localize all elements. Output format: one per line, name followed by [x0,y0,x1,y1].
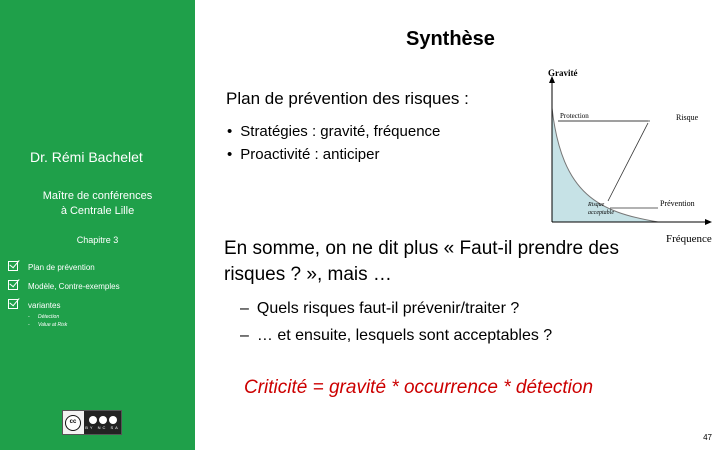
license-terms: BY NC SA [85,424,120,430]
nav-item-label: Plan de prévention [28,263,95,272]
slide-title: Synthèse [406,28,495,50]
license-icons [89,416,117,424]
bullet-item: • Stratégies : gravité, fréquence [227,120,440,143]
section-heading: Plan de prévention des risques : [226,89,469,108]
nav-item-label: Modèle, Contre-exemples [28,282,120,291]
chapter-label: Chapitre 3 [76,235,119,245]
role-line-2: à Centrale Lille [60,205,135,217]
license-band [84,411,121,434]
sub-item-var[interactable]: - Value at Risk [38,321,67,329]
left-panel [0,0,195,450]
x-axis-label: Fréquence [666,233,712,245]
acceptable-area [552,108,658,222]
checkbox-icon [8,299,18,309]
noncommercial-icon [99,416,107,424]
y-axis-label: Gravité [548,68,578,78]
risk-diagram [540,66,720,246]
nav-item-modele[interactable] [8,277,120,296]
checkbox-icon [8,280,18,290]
acceptable-label-1: Risque [588,202,605,208]
author-name: Dr. Rémi Bachelet [30,149,143,165]
author-role [0,189,195,219]
bullet-item: • Proactivité : anticiper [227,143,440,166]
acceptable-label-2: acceptable [588,210,614,216]
conclusion-text: En somme, on ne dit plus « Faut-il prendre des risques ? », mais … [224,238,619,285]
role-line-1: Maître de conférences [42,190,153,202]
license-badge[interactable] [62,410,122,435]
attribution-icon [89,416,97,424]
sharealike-icon [109,416,117,424]
cc-icon: cc [65,415,81,431]
criticality-formula: Criticité = gravité * occurrence * détection [244,377,594,398]
x-axis-arrow [705,219,712,225]
risk-to-acceptable-arrow [608,123,648,201]
checkbox-icon [8,261,18,271]
protection-label: Protection [560,112,589,120]
chapter-nav [8,258,120,315]
nav-item-plan[interactable] [8,258,120,277]
question-item: – … et ensuite, lesquels sont acceptables ? [240,322,552,349]
question-list [240,295,552,349]
page-number: 47 [703,433,712,442]
nav-item-label: variantes [28,301,61,310]
question-item: – Quels risques faut-il prévenir/traiter ? [240,295,552,322]
sub-items [38,313,67,329]
prevention-label: Prévention [660,199,695,208]
risk-label: Risque [676,113,699,122]
bullet-list [227,120,440,166]
sub-item-detection[interactable]: - Détection [38,313,67,321]
